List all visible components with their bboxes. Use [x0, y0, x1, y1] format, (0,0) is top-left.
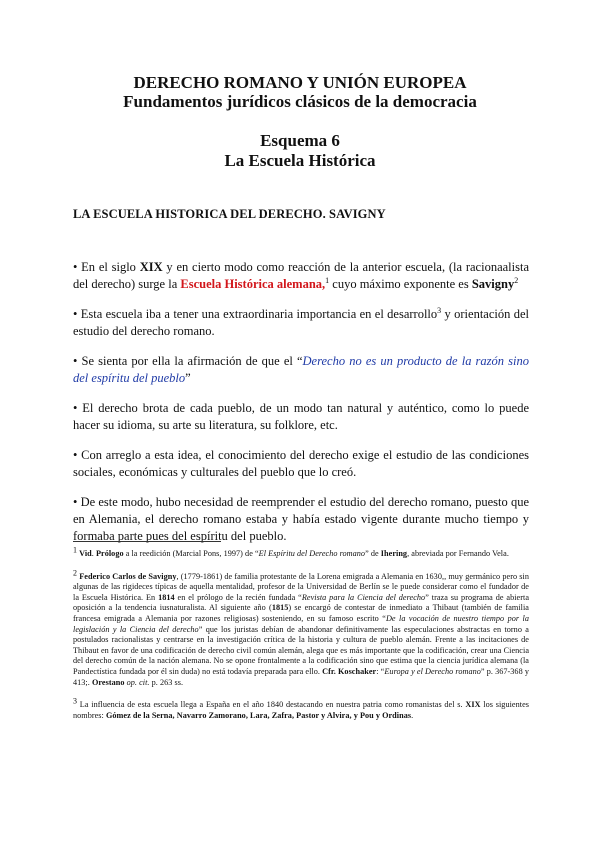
footnote-ref-3[interactable]: 3: [437, 305, 442, 315]
title-line-2: Fundamentos jurídicos clásicos de la democracia: [123, 92, 477, 111]
bullet-list: [73, 259, 529, 558]
fn-text: ” p. 367-368 y 413;.: [73, 666, 529, 687]
footnotes: [73, 545, 530, 733]
fn-text: Gómez de la Serna, Navarro Zamorano, Lara, Zafra, Pastor y Alvira, y Pou y Ordinas: [105, 710, 412, 720]
scheme-heading: [60, 131, 540, 171]
fn-text: ” traza su programa de abierta oposición a la tendencia iusnaturalista. Al siguiente año (: [73, 592, 530, 613]
fn-text: , (1779-1861) de familia protestante de la Lorena emigrada a Alemania en 1630,, muy germánico pero sin algunas de las rigideces típicas de aquella mentalidad, profesor de la Universidad de Berlín se le puede considerar como el fundador de la Escuela Histórica. En: [73, 571, 529, 602]
title-line-1: DERECHO ROMANO Y UNIÓN EUROPEA: [133, 73, 467, 92]
bullet-item-3: [73, 353, 529, 387]
fn-text: en el prólogo de la recién fundada “: [174, 592, 302, 602]
footnote-ref-2[interactable]: 2: [514, 275, 519, 285]
fn-text: Prólogo: [95, 549, 124, 558]
fn-text: los siguientes nombres:: [73, 700, 529, 720]
fn-text: Orestano: [91, 677, 125, 687]
fn-text: .: [91, 549, 96, 558]
fn-text: op. cit.: [126, 677, 150, 687]
footnote-number: 2: [73, 567, 78, 577]
fn-text: ” de: [365, 549, 381, 558]
footnote-number: 1: [73, 545, 78, 555]
savigny-name: Savigny: [471, 277, 515, 291]
bullet-text: cuyo máximo exponente es: [329, 277, 472, 291]
fn-text: XIX: [465, 700, 481, 710]
footnote-1: [73, 545, 529, 560]
fn-text: , abreviada por Fernando Vela.: [407, 549, 509, 558]
fn-text: Ihering: [380, 549, 408, 558]
bullet-item-1: [73, 259, 529, 293]
scheme-title: La Escuela Histórica: [224, 151, 376, 170]
bullet-text: y orientación del estudio del derecho romano.: [73, 307, 530, 338]
bullet-text: • Se sienta por ella la afirmación de que el “: [73, 354, 303, 368]
highlight-school-name: Escuela Histórica alemana,: [180, 277, 326, 291]
fn-text: Europa y el Derecho romano: [384, 666, 481, 676]
fn-text: : “: [376, 666, 385, 676]
footnote-2: [73, 567, 530, 689]
fn-text: De la vocación de nuestro tiempo por la legislación y la Ciencia del derecho: [73, 613, 529, 634]
fn-text: p. 263 ss.: [149, 677, 184, 687]
bullet-item-6: • De este modo, hubo necesidad de reemprender el estudio del derecho romano, puesto que en Alemania, el derecho romano estaba y había estado vigente durante mucho tiempo y formaba parte pues del espíritu del pueblo.: [73, 495, 529, 543]
footnote-divider: [73, 541, 221, 542]
fn-text: Vid: [79, 549, 92, 558]
fn-text: 1815: [271, 603, 289, 613]
fn-text: Cfr. Koschaker: [322, 666, 377, 676]
bullet-item-2: [73, 306, 529, 340]
bullet-text: ”: [185, 371, 191, 385]
bullet-item-4: • El derecho brota de cada pueblo, de un modo tan natural y auténtico, como lo puede hacer su idioma, su arte su literatura, su folklore, etc.: [73, 401, 529, 432]
fn-text: 1814: [158, 592, 175, 602]
fn-text: a la reedición (Marcial Pons, 1997) de “: [123, 549, 259, 558]
bullet-item-5: • Con arreglo a esta idea, el conocimiento del derecho exige el estudio de las condiciones sociales, económicas y culturales del pueblo que lo creó.: [73, 448, 529, 479]
document-title: [60, 73, 540, 111]
fn-text: Revista para la Ciencia del derecho: [301, 592, 426, 602]
footnote-ref-1[interactable]: 1: [325, 275, 330, 285]
footnote-3: [73, 696, 529, 721]
fn-text: .: [411, 710, 414, 720]
bullet-text: • En el siglo: [73, 260, 140, 274]
fn-text: El Espíritu del Derecho romano: [258, 549, 366, 558]
fn-text: La influencia de esta escuela llega a España en el año 1840 destacando en nuestra patria como romanistas del s.: [77, 700, 466, 710]
fn-text: ” que los juristas debían de abandonar definitivamente las especulaciones abstractas en torno a postulados racionalistas y centrarse en la investigación crítica de la historia y cultura de pueblo alemán. Frente a las incitaciones de Thibaut en favor de una codificación de derecho civil común alemán, alega que es más importante que la codificación, crear una Ciencia del derecho común de la nación alemana. No se opone frontalmente a la codificación sino que estima que la ciencia jurídica alemana (la Pandectística fundada por él sin duda) no está todavía preparada para ello.: [73, 624, 529, 676]
fn-text: ) se encargó de contestar de inmediato a Thibaut (también de familia francesa emigrada a Alemania por razones religiosas) sosteniendo, en su famoso escrito “: [73, 603, 529, 623]
section-heading: LA ESCUELA HISTORICA DEL DERECHO. SAVIGNY: [73, 207, 386, 221]
footnote-number: 3: [73, 696, 78, 706]
bullet-text: y en cierto modo como reacción de la anterior escuela, (la racionaalista del derecho) surge la: [73, 260, 530, 291]
bullet-text: • Esta escuela iba a tener una extraordinaria importancia en el desarrollo: [73, 307, 438, 321]
quoted-principle: Derecho no es un producto de la razón sino del espíritu del pueblo: [73, 354, 529, 385]
fn-text: Federico Carlos de Savigny: [79, 571, 177, 581]
century-label: XIX: [139, 260, 163, 274]
scheme-number: Esquema 6: [260, 131, 340, 150]
